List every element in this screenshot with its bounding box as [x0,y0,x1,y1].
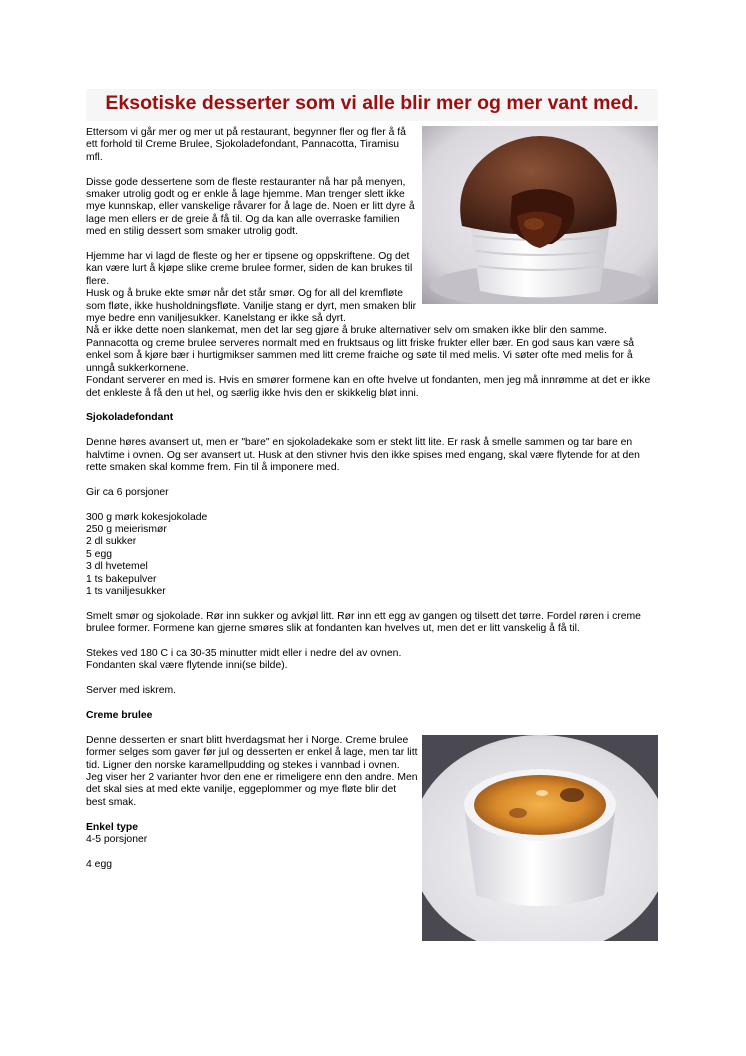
fondant-servings: Gir ca 6 porsjoner [86,486,169,498]
fondant-bake-note: Fondanten skal være flytende inni(se bilde). [86,660,288,672]
fondant-description: Denne høres avansert ut, men er "bare" en sjokoladekake som er stekt litt lite. Er rask å smelle sammen og tar bare en halvtime i ovnen. Og ser avansert ut. Husk at den stivner hvis den ikke spises med engang, skal være flytende for at den rette smaken skal komme frem. Fin til å imponere med. [86,437,640,473]
intro-paragraph-5: Nå er ikke dette noen slankemat, men det lar seg gjøre å bruke alternativer selv om smaken ikke blir den samme. [86,325,607,337]
fondant-photo [422,126,658,304]
creme-subheading: Enkel type [86,821,138,833]
list-item: 1 ts bakepulver [86,573,157,585]
creme-brulee-photo [422,735,658,941]
list-item: 250 g meierismør [86,523,167,535]
list-item: 2 dl sukker [86,536,137,548]
page-title: Eksotiske desserter som vi alle blir mer og mer vant med. [105,92,639,114]
creme-description: Denne desserten er snart blitt hverdagsmat her i Norge. Creme brulee former selges som gaver før jul og desserten er enkel å lage, men tar litt tid. Ligner den norske karamellpudding og stekes i vannbad i ovnen. Jeg viser her 2 varianter hvor den ene er rimeligere enn den andre. Men det skal sies at med ekte vanilje, eggeplommer og mye fløte blir det best smak. [86,734,418,808]
title-banner [86,89,658,121]
list-item: 300 g mørk kokesjokolade [86,511,208,523]
intro-paragraph-1: Ettersom vi går mer og mer ut på restaurant, begynner fler og fler å få ett forhold til Creme Brulee, Sjokoladefondant, Pannacotta, Tiramisu mfl. [86,127,406,163]
list-item: 5 egg [86,548,113,560]
creme-servings: 4-5 porsjoner [86,833,148,845]
list-item: 3 dl hvetemel [86,561,148,573]
fondant-method: Smelt smør og sjokolade. Rør inn sukker og avkjøl litt. Rør inn ett egg av gangen og tilsett det tørre. Fordel røren i creme brulee former. Formene kan gjerne smøres slik at fondanten kan hvelves ut, men det er litt vanskelig å få til. [86,610,641,635]
intro-paragraph-2: Disse gode dessertene som de fleste restauranter nå har på menyen, smaker utrolig godt og er enkle å lage hjemme. Man trenger slett ikke mye kunnskap, eller vanskelige råvarer for å lage de. Noen er litt dyre å lage men ellers er de greie å få til. Og da kan alle overraske familien med en stilig dessert som smaker utrolig godt. [86,176,415,238]
fondant-ingredient-list [86,512,658,599]
intro-paragraph-7: Fondant serverer en med is. Hvis en smører formene kan en ofte hvelve ut fondanten, men jeg må innrømme at det er ikke det enkleste å få den ut hel, og særlig ikke hvis den er skikkelig bløt inni. [86,375,651,399]
intro-paragraph-3: Hjemme har vi lagd de fleste og her er tipsene og oppskriftene. Og det kan være lurt å kjøpe slike creme brulee former, siden de kan brukes til flere. [86,251,413,287]
creme-heading: Creme brulee [86,709,153,721]
list-item: 1 ts vaniljesukker [86,585,166,597]
intro-paragraph-6: Pannacotta og creme brulee serveres normalt med en fruktsaus og litt friske frukter eller bær. En god saus kan være så enkel som å kjøre bær i hurtigmikser sammen med litt creme fraiche og søte til med melis. Vi søter ofte med melis for å unngå sukkerkornene. [86,337,635,374]
intro-paragraph-4: Husk og å bruke ekte smør når det står smør. Og for all del kremfløte som fløte, ikke husholdningsfløte. Vanilje stang er dyrt, men smaken blir mye bedre enn vaniljesukker. Kanelstang er ikke så dyrt. [86,288,417,325]
fondant-heading: Sjokoladefondant [86,412,174,424]
fondant-bake-instruction: Stekes ved 180 C i ca 30-35 minutter midt eller i nedre del av ovnen. [86,647,402,659]
fondant-serve-note: Server med iskrem. [86,685,177,697]
document-page [86,89,658,941]
creme-first-ingredient: 4 egg [86,858,113,870]
